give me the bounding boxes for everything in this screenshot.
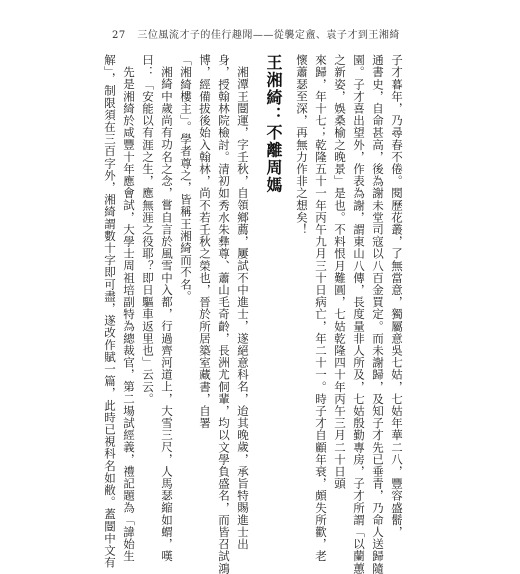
text-column: 先是湘綺於咸豐十年應會試，大學士周祖培副特為總裁官，第二場試經義，禮記題為「諱始生 [122,66,136,563]
vertical-text-body [100,54,406,574]
text-column: 解」，制限須在三百字外，湘綺謂數十字即可盡，遂改作賦一篇，此時已視科名如敝。蓋闓中文有 [103,54,117,569]
page-number: 27 [112,30,126,41]
text-column: 博，經備拔後始入翰林，尚不若壬秋之榮也，晉於所居築室藏書，自署 [198,54,212,430]
text-column: 曰：「安能以有涯之生，應無涯之役耶？即日驅車返里也」云云。 [141,54,155,405]
text-column: 子才暮年，乃尋春不倦。閱歷花叢，了無當意，獨屬意吳七姑，七姑年華二八，豐容盛鬋， [390,54,404,538]
text-column: 通書史，自命甚高，後為謝未堂司寇以八百金買定。而未謝歸，及知子才先已垂青，乃命人送歸隨 [371,54,385,574]
text-column: 來歸，年十七；乾隆五十一年丙午九月三十日病亡，年二十一。時子才自顧年衰，頗失所歡，老 [314,54,328,563]
text-column: 懷蕭瑟至深，再無力作非之想矣！ [295,54,309,236]
text-column: 「湘綺樓主」。學者尊之，皆稱王湘綺而不名。 [179,54,193,303]
text-column: 湘潭王闓運，字壬秋，自領鄉薦，屢試不中進士，遂絕意科名，迨其晚歲，承旨特賜進士出 [236,66,250,550]
section-heading: 王湘綺：不離周媽 [264,54,283,194]
text-column: 身，授翰林院檢討。清初如秀水朱彝尊、蕭山毛奇齡，長洲尤侗輩，均以文學負盛名，而皆召試鴻 [217,54,231,574]
text-column: 之新姿，娛桑榆之晚景」是也。不料恨月難圓，七姑乾隆四十年丙午三月二十日頭 [333,54,347,490]
running-header [112,30,400,42]
text-column: 湘綺中歲尚有功名之念，嘗自言於風雪中入都，行過齊河道上，大雪三尺，人馬瑟縮如蝟，嘆 [160,66,174,563]
running-title: 三位風流才子的佳行趣聞——從襲定盦、袁子才到王湘綺 [137,30,400,41]
text-column: 園。子才喜出望外，作表為謝，謂東山八傳，長度量非人所及，七姑殷勤專房，子才所謂「以蘭蕙 [352,54,366,574]
